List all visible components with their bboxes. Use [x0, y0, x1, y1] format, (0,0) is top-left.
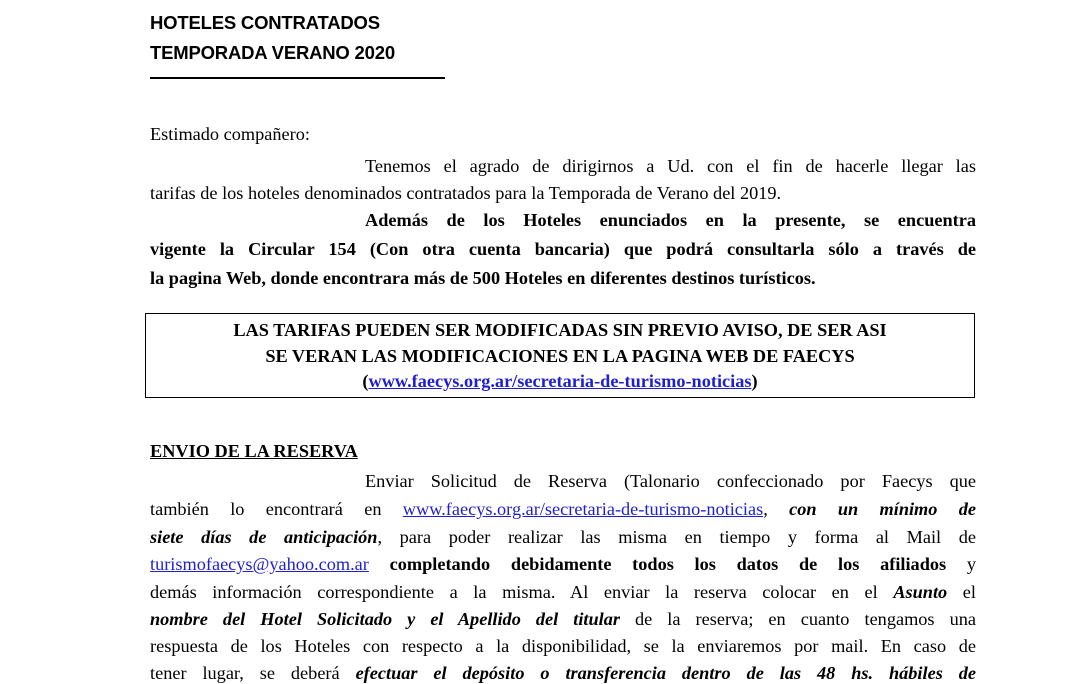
reserva-line-3 [150, 526, 976, 548]
reserva-l8-emphasis: efectuar el depósito o transferencia dentro de las 48 hs. hábiles de [355, 663, 976, 683]
notice-link[interactable]: www.faecys.org.ar/secretaria-de-turismo-noticias [368, 371, 752, 391]
notice-line-3 [145, 371, 975, 392]
reserva-line-5 [150, 581, 976, 603]
reserva-l3-text: , para poder realizar las misma en tiempo y forma al Mail de [377, 527, 976, 547]
intro-p2-line1: Además de los Hoteles enunciados en la presente, se encuentra [365, 210, 976, 230]
intro-p2-line2: vigente la Circular 154 (Con otra cuenta bancaria) que podrá consultarla sólo a través de [150, 239, 976, 259]
notice-paren-close: ) [751, 371, 758, 391]
title-line-2: TEMPORADA VERANO 2020 [150, 42, 395, 63]
reserva-l3-emphasis: siete días de anticipación [150, 527, 378, 547]
reserva-line-1: Enviar Solicitud de Reserva (Talonario confeccionado por Faecys que [365, 471, 976, 491]
greeting: Estimado compañero: [150, 124, 310, 144]
reserva-l6-text: de la reserva; en cuanto tengamos una [619, 609, 976, 629]
reserva-l4-bold: completando debidamente todos los datos de los afiliados [368, 554, 947, 574]
title-line-1: HOTELES CONTRATADOS [150, 12, 380, 33]
reserva-l4-text: y [946, 554, 976, 574]
notice-line-2: SE VERAN LAS MODIFICACIONES EN LA PAGINA WEB DE FAECYS [265, 346, 855, 366]
reserva-l6-emphasis: nombre del Hotel Solicitado y el Apellido del titular [150, 609, 620, 629]
intro-p1-line2: tarifas de los hoteles denominados contratados para la Temporada de Verano del 2019. [150, 183, 782, 203]
reserva-l2-link[interactable]: www.faecys.org.ar/secretaria-de-turismo-noticias [402, 499, 764, 519]
reserva-line-6 [150, 608, 976, 630]
reserva-l5-emphasis: Asunto [893, 582, 948, 602]
reserva-line-4 [150, 553, 976, 575]
reserva-email-link[interactable]: turismofaecys@yahoo.com.ar [150, 554, 369, 574]
title-underline [150, 77, 445, 79]
reserva-l2-comma: , [763, 499, 790, 519]
reserva-l2-text: también lo encontrará en [150, 499, 403, 519]
reserva-line-8 [150, 662, 976, 684]
intro-p2-line3: la pagina Web, donde encontrara más de 500 Hoteles en diferentes destinos turísticos. [150, 268, 816, 288]
reserva-line-2 [150, 498, 976, 520]
notice-line-1: LAS TARIFAS PUEDEN SER MODIFICADAS SIN PREVIO AVISO, DE SER ASI [233, 320, 887, 340]
reserva-l5-text: demás información correspondiente a la misma. Al enviar la reserva colocar en el [150, 582, 894, 602]
reserva-l2-emphasis: con un mínimo de [789, 499, 976, 519]
reserva-l5-tail: el [947, 582, 976, 602]
reserva-line-7: respuesta de los Hoteles con respecto a la disponibilidad, se la enviaremos por mail. En caso de [150, 636, 976, 656]
intro-p1-line1: Tenemos el agrado de dirigirnos a Ud. con el fin de hacerle llegar las [365, 156, 976, 176]
reserva-l8-text: tener lugar, se deberá [150, 663, 356, 683]
notice-paren-open: ( [362, 371, 369, 391]
section-heading-reserva: ENVIO DE LA RESERVA [150, 441, 358, 461]
